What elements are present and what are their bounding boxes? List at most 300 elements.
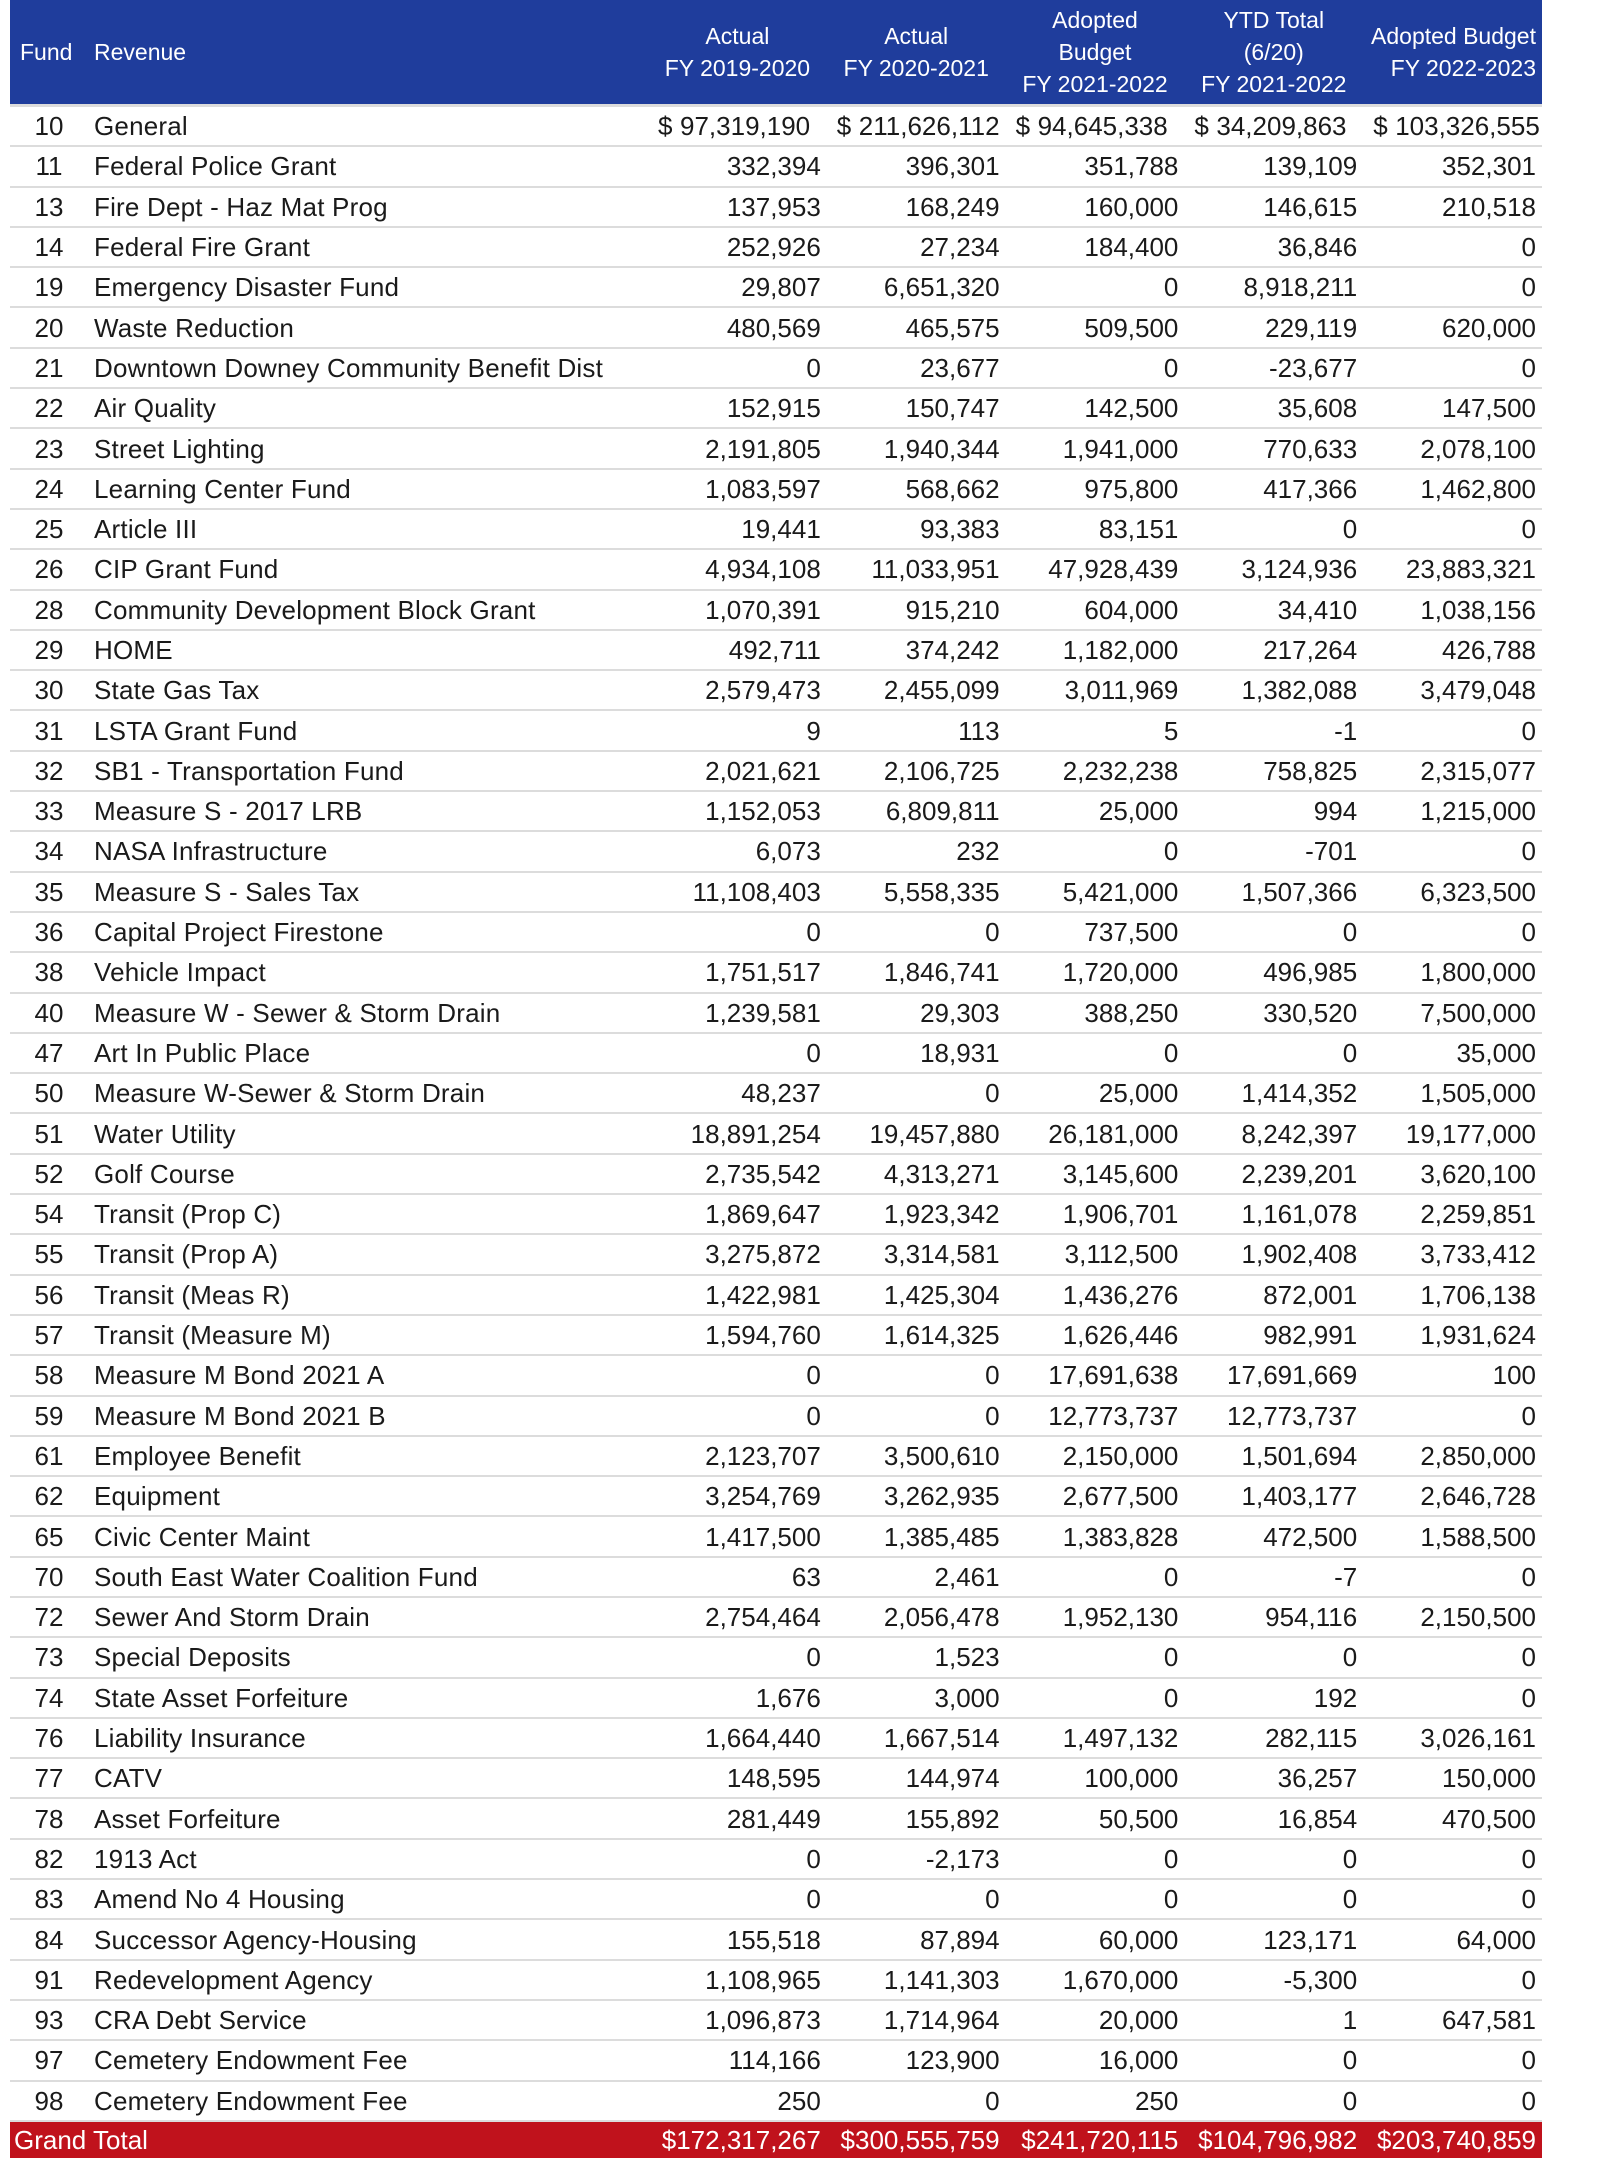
value-cell: 1,941,000 (1006, 428, 1185, 468)
value-cell: 2,677,500 (1006, 1476, 1185, 1516)
revenue-name: CIP Grant Fund (88, 549, 648, 589)
value-cell: 0 (1006, 267, 1185, 307)
value-cell: 426,788 (1363, 630, 1542, 670)
table-row (10, 187, 1542, 227)
value-cell (1006, 106, 1185, 147)
header-line: YTD Total (1223, 7, 1325, 33)
value-cell: 1,667,514 (827, 1718, 1006, 1758)
grand-total-label: Grand Total (10, 2121, 648, 2158)
value-cell: 0 (1363, 267, 1542, 307)
value-cell: -1 (1184, 710, 1363, 750)
value-cell: 64,000 (1363, 1919, 1542, 1959)
value-cell: 36,846 (1184, 227, 1363, 267)
value-cell: 6,809,811 (827, 791, 1006, 831)
fund-number: 22 (10, 388, 88, 428)
fund-number: 47 (10, 1033, 88, 1073)
value-cell: 26,181,000 (1006, 1113, 1185, 1153)
value-cell: 2,735,542 (648, 1154, 827, 1194)
revenue-name: Redevelopment Agency (88, 1960, 648, 2000)
table-row (10, 630, 1542, 670)
revenue-name: Downtown Downey Community Benefit Dist (88, 348, 648, 388)
value-cell: 184,400 (1006, 227, 1185, 267)
value-cell: 12,773,737 (1006, 1396, 1185, 1436)
value-cell: 5,421,000 (1006, 872, 1185, 912)
value-cell: 168,249 (827, 187, 1006, 227)
value-cell: 1,906,701 (1006, 1194, 1185, 1234)
value-cell: 1,594,760 (648, 1315, 827, 1355)
revenue-name: NASA Infrastructure (88, 831, 648, 871)
table-header (10, 0, 1542, 106)
table-row (10, 267, 1542, 307)
table-row (10, 1557, 1542, 1597)
revenue-name: Liability Insurance (88, 1718, 648, 1758)
value-cell: 1,141,303 (827, 1960, 1006, 2000)
table-row (10, 1315, 1542, 1355)
value-cell: 1,664,440 (648, 1718, 827, 1758)
value-cell: 155,518 (648, 1919, 827, 1959)
currency-symbol: $ (836, 111, 852, 142)
value-cell: 12,773,737 (1184, 1396, 1363, 1436)
revenue-name: Asset Forfeiture (88, 1798, 648, 1838)
fund-number: 93 (10, 2000, 88, 2040)
value-cell: 0 (827, 1355, 1006, 1395)
value-cell: 4,313,271 (827, 1154, 1006, 1194)
value-cell: 152,915 (648, 388, 827, 428)
value-cell: 1,952,130 (1006, 1597, 1185, 1637)
value-cell (648, 106, 827, 147)
value-cell: 1,382,088 (1184, 670, 1363, 710)
table-row (10, 1113, 1542, 1153)
value-cell: 100 (1363, 1355, 1542, 1395)
value-cell: 63 (648, 1557, 827, 1597)
revenue-name: Sewer And Storm Drain (88, 1597, 648, 1637)
value-cell: 0 (648, 912, 827, 952)
value-cell: -7 (1184, 1557, 1363, 1597)
value-cell: 3,620,100 (1363, 1154, 1542, 1194)
table-row (10, 1718, 1542, 1758)
revenue-name: Art In Public Place (88, 1033, 648, 1073)
value-cell: 2,455,099 (827, 670, 1006, 710)
table-row (10, 1919, 1542, 1959)
revenue-name: Article III (88, 509, 648, 549)
value-cell: 388,250 (1006, 993, 1185, 1033)
value-cell: 5,558,335 (827, 872, 1006, 912)
revenue-name: Measure S - 2017 LRB (88, 791, 648, 831)
value-cell: 2,239,201 (1184, 1154, 1363, 1194)
value-cell: 994 (1184, 791, 1363, 831)
header-fund: Fund (10, 0, 88, 106)
value-cell: 1,385,485 (827, 1516, 1006, 1556)
revenue-name: Cemetery Endowment Fee (88, 2040, 648, 2080)
revenue-name: Civic Center Maint (88, 1516, 648, 1556)
grand-total-value: $241,720,115 (1006, 2121, 1185, 2158)
value-cell: 1,523 (827, 1637, 1006, 1677)
value-cell: 2,754,464 (648, 1597, 827, 1637)
value-cell: 1,670,000 (1006, 1960, 1185, 2000)
table-row (10, 670, 1542, 710)
fund-number: 91 (10, 1960, 88, 2000)
header-line: FY 2019-2020 (664, 55, 811, 81)
value-cell: 29,807 (648, 267, 827, 307)
table-row (10, 1396, 1542, 1436)
fund-number: 77 (10, 1758, 88, 1798)
value-cell: 647,581 (1363, 2000, 1542, 2040)
table-row (10, 751, 1542, 791)
value-cell: 1,403,177 (1184, 1476, 1363, 1516)
value-cell: -2,173 (827, 1839, 1006, 1879)
value-cell: 150,747 (827, 388, 1006, 428)
fund-number: 35 (10, 872, 88, 912)
value-cell: 87,894 (827, 1919, 1006, 1959)
value-cell (1363, 106, 1542, 147)
table-row (10, 1960, 1542, 2000)
grand-total-value: $203,740,859 (1363, 2121, 1542, 2158)
value-cell: 229,119 (1184, 307, 1363, 347)
fund-number: 59 (10, 1396, 88, 1436)
fund-number: 11 (10, 146, 88, 186)
value-cell: 330,520 (1184, 993, 1363, 1033)
value-cell: 36,257 (1184, 1758, 1363, 1798)
value-cell: -701 (1184, 831, 1363, 871)
value-cell: -5,300 (1184, 1960, 1363, 2000)
value-cell: 496,985 (1184, 952, 1363, 992)
value-cell: 147,500 (1363, 388, 1542, 428)
value-cell: 114,166 (648, 2040, 827, 2080)
value-cell: -23,677 (1184, 348, 1363, 388)
value-cell: 29,303 (827, 993, 1006, 1033)
fund-number: 25 (10, 509, 88, 549)
value-cell: 0 (1006, 1678, 1185, 1718)
revenue-name: Measure M Bond 2021 B (88, 1396, 648, 1436)
table-row (10, 1436, 1542, 1476)
value-cell: 0 (648, 1033, 827, 1073)
value-cell: 3,500,610 (827, 1436, 1006, 1476)
revenue-name: Transit (Prop C) (88, 1194, 648, 1234)
currency-symbol: $ (1373, 111, 1388, 142)
value-cell: 0 (648, 348, 827, 388)
grand-total-row (10, 2121, 1542, 2158)
table-row (10, 227, 1542, 267)
header-adopted-budget-fy2021-2022 (1006, 0, 1185, 106)
value-cell: 2,232,238 (1006, 751, 1185, 791)
value-cell: 27,234 (827, 227, 1006, 267)
value-cell: 954,116 (1184, 1597, 1363, 1637)
value-cell: 210,518 (1363, 187, 1542, 227)
table-row (10, 872, 1542, 912)
fund-number: 29 (10, 630, 88, 670)
value-cell: 332,394 (648, 146, 827, 186)
header-revenue: Revenue (88, 0, 648, 106)
revenue-name: Federal Police Grant (88, 146, 648, 186)
revenue-name: CRA Debt Service (88, 2000, 648, 2040)
value-cell: 250 (648, 2081, 827, 2121)
value-cell: 975,800 (1006, 469, 1185, 509)
currency-symbol: $ (1194, 111, 1209, 142)
table-row (10, 912, 1542, 952)
table-row (10, 388, 1542, 428)
value-cell: 2,191,805 (648, 428, 827, 468)
value-cell: 3,000 (827, 1678, 1006, 1718)
header-adopted-budget-fy2022-2023 (1363, 0, 1542, 106)
fund-number: 50 (10, 1073, 88, 1113)
value-cell: 0 (1363, 1557, 1542, 1597)
table-row (10, 831, 1542, 871)
revenue-name: South East Water Coalition Fund (88, 1557, 648, 1597)
value-cell: 0 (827, 1879, 1006, 1919)
value-cell: 155,892 (827, 1798, 1006, 1838)
fund-number: 58 (10, 1355, 88, 1395)
table-row (10, 1154, 1542, 1194)
value-cell: 1,108,965 (648, 1960, 827, 2000)
fund-number: 82 (10, 1839, 88, 1879)
value-cell: 2,850,000 (1363, 1436, 1542, 1476)
value-cell: 47,928,439 (1006, 549, 1185, 589)
value-cell: 1,425,304 (827, 1275, 1006, 1315)
cell-value: 34,209,863 (1216, 111, 1347, 142)
value-cell: 281,449 (648, 1798, 827, 1838)
table-row (10, 1839, 1542, 1879)
value-cell: 1,902,408 (1184, 1234, 1363, 1274)
fund-number: 83 (10, 1879, 88, 1919)
value-cell: 0 (1184, 1879, 1363, 1919)
value-cell: 1,161,078 (1184, 1194, 1363, 1234)
value-cell: 0 (648, 1637, 827, 1677)
value-cell: 0 (827, 1396, 1006, 1436)
value-cell: 0 (1363, 1960, 1542, 2000)
revenue-name: LSTA Grant Fund (88, 710, 648, 750)
fund-number: 13 (10, 187, 88, 227)
fund-number: 52 (10, 1154, 88, 1194)
revenue-name: Air Quality (88, 388, 648, 428)
table-row (10, 2040, 1542, 2080)
value-cell: 19,441 (648, 509, 827, 549)
table-row (10, 469, 1542, 509)
value-cell: 3,314,581 (827, 1234, 1006, 1274)
value-cell: 1,931,624 (1363, 1315, 1542, 1355)
fund-number: 78 (10, 1798, 88, 1838)
cell-value: 94,645,338 (1037, 111, 1168, 142)
value-cell: 137,953 (648, 187, 827, 227)
value-cell: 192 (1184, 1678, 1363, 1718)
value-cell: 1,706,138 (1363, 1275, 1542, 1315)
table-row (10, 307, 1542, 347)
currency-symbol: $ (1015, 111, 1031, 142)
value-cell: 23,677 (827, 348, 1006, 388)
value-cell: 1,676 (648, 1678, 827, 1718)
revenue-name: Capital Project Firestone (88, 912, 648, 952)
revenue-name: Federal Fire Grant (88, 227, 648, 267)
fund-number: 51 (10, 1113, 88, 1153)
value-cell: 0 (1363, 1879, 1542, 1919)
table-row (10, 1516, 1542, 1556)
value-cell: 1,714,964 (827, 2000, 1006, 2040)
table-row (10, 428, 1542, 468)
value-cell: 16,854 (1184, 1798, 1363, 1838)
table-row (10, 1234, 1542, 1274)
revenue-name: Water Utility (88, 1113, 648, 1153)
fund-number: 70 (10, 1557, 88, 1597)
value-cell: 982,991 (1184, 1315, 1363, 1355)
revenue-name: Cemetery Endowment Fee (88, 2081, 648, 2121)
value-cell: 0 (1363, 2081, 1542, 2121)
header-actual-fy2020-2021 (827, 0, 1006, 106)
table-row (10, 1476, 1542, 1516)
value-cell: 93,383 (827, 509, 1006, 549)
value-cell: 60,000 (1006, 1919, 1185, 1959)
value-cell: 8,918,211 (1184, 267, 1363, 307)
value-cell: 2,259,851 (1363, 1194, 1542, 1234)
table-row (10, 710, 1542, 750)
value-cell: 232 (827, 831, 1006, 871)
table-row (10, 1194, 1542, 1234)
header-line: Actual (705, 23, 770, 49)
cell-value: 103,326,555 (1395, 111, 1540, 142)
header-line: FY 2021-2022 (1022, 71, 1168, 97)
value-cell: 150,000 (1363, 1758, 1542, 1798)
revenue-name: Learning Center Fund (88, 469, 648, 509)
value-cell: 0 (827, 2081, 1006, 2121)
value-cell: 250 (1006, 2081, 1185, 2121)
value-cell: 0 (1006, 831, 1185, 871)
fund-number: 61 (10, 1436, 88, 1476)
value-cell: 0 (1184, 1033, 1363, 1073)
value-cell: 35,000 (1363, 1033, 1542, 1073)
value-cell: 351,788 (1006, 146, 1185, 186)
value-cell: 160,000 (1006, 187, 1185, 227)
value-cell: 0 (1006, 1839, 1185, 1879)
value-cell: 25,000 (1006, 791, 1185, 831)
fund-number: 23 (10, 428, 88, 468)
value-cell: 915,210 (827, 590, 1006, 630)
header-actual-fy2019-2020 (648, 0, 827, 106)
revenue-name: 1913 Act (88, 1839, 648, 1879)
value-cell: 2,461 (827, 1557, 1006, 1597)
value-cell: 2,106,725 (827, 751, 1006, 791)
revenue-name: Transit (Prop A) (88, 1234, 648, 1274)
value-cell: 2,646,728 (1363, 1476, 1542, 1516)
fund-number: 24 (10, 469, 88, 509)
value-cell: 1,383,828 (1006, 1516, 1185, 1556)
header-ytd-total-fy2021-2022 (1184, 0, 1363, 106)
revenue-name: Transit (Measure M) (88, 1315, 648, 1355)
value-cell: 465,575 (827, 307, 1006, 347)
value-cell: 1,869,647 (648, 1194, 827, 1234)
value-cell: 3,262,935 (827, 1476, 1006, 1516)
grand-total-value: $104,796,982 (1184, 2121, 1363, 2158)
value-cell: 3,254,769 (648, 1476, 827, 1516)
fund-number: 34 (10, 831, 88, 871)
value-cell: 3,733,412 (1363, 1234, 1542, 1274)
value-cell: 50,500 (1006, 1798, 1185, 1838)
value-cell: 604,000 (1006, 590, 1185, 630)
value-cell: 568,662 (827, 469, 1006, 509)
value-cell: 35,608 (1184, 388, 1363, 428)
value-cell: 0 (1363, 1637, 1542, 1677)
revenue-name: Golf Course (88, 1154, 648, 1194)
value-cell: 0 (1363, 1396, 1542, 1436)
revenue-name: Special Deposits (88, 1637, 648, 1677)
revenue-name: Waste Reduction (88, 307, 648, 347)
table-body (10, 106, 1542, 2121)
value-cell: 18,891,254 (648, 1113, 827, 1153)
fund-number: 31 (10, 710, 88, 750)
revenue-name: Amend No 4 Housing (88, 1879, 648, 1919)
fund-number: 98 (10, 2081, 88, 2121)
value-cell: 0 (1363, 710, 1542, 750)
value-cell: 20,000 (1006, 2000, 1185, 2040)
fund-number: 10 (10, 106, 88, 147)
fund-number: 72 (10, 1597, 88, 1637)
header-line: Actual (884, 23, 949, 49)
table-row (10, 1597, 1542, 1637)
fund-number: 57 (10, 1315, 88, 1355)
revenue-name: Fire Dept - Haz Mat Prog (88, 187, 648, 227)
value-cell: 0 (1363, 912, 1542, 952)
fund-number: 19 (10, 267, 88, 307)
table-row (10, 1879, 1542, 1919)
value-cell: 0 (1184, 2081, 1363, 2121)
table-row (10, 1275, 1542, 1315)
header-line: Adopted Budget (1371, 23, 1536, 49)
value-cell: 0 (1184, 1839, 1363, 1879)
revenue-name: General (88, 106, 648, 147)
value-cell: 3,026,161 (1363, 1718, 1542, 1758)
value-cell: 0 (648, 1355, 827, 1395)
value-cell: 480,569 (648, 307, 827, 347)
value-cell: 18,931 (827, 1033, 1006, 1073)
value-cell: 1,507,366 (1184, 872, 1363, 912)
value-cell: 0 (1363, 831, 1542, 871)
value-cell: 620,000 (1363, 307, 1542, 347)
fund-number: 21 (10, 348, 88, 388)
fund-number: 76 (10, 1718, 88, 1758)
fund-number: 14 (10, 227, 88, 267)
table-row (10, 2081, 1542, 2121)
cell-value: 97,319,190 (680, 111, 811, 142)
value-cell: 0 (648, 1396, 827, 1436)
value-cell: 0 (827, 1073, 1006, 1113)
revenue-name: Community Development Block Grant (88, 590, 648, 630)
table-row (10, 1758, 1542, 1798)
table-row (10, 590, 1542, 630)
value-cell: 148,595 (648, 1758, 827, 1798)
header-line: (6/20) (1243, 39, 1304, 65)
table-row (10, 2000, 1542, 2040)
value-cell: 1,152,053 (648, 791, 827, 831)
value-cell: 0 (1363, 348, 1542, 388)
value-cell: 509,500 (1006, 307, 1185, 347)
value-cell: 11,033,951 (827, 549, 1006, 589)
value-cell: 758,825 (1184, 751, 1363, 791)
value-cell: 8,242,397 (1184, 1113, 1363, 1153)
value-cell: 0 (1363, 1678, 1542, 1718)
fund-number: 33 (10, 791, 88, 831)
value-cell: 144,974 (827, 1758, 1006, 1798)
value-cell: 2,123,707 (648, 1436, 827, 1476)
value-cell: 1,436,276 (1006, 1275, 1185, 1315)
table-row (10, 1637, 1542, 1677)
fund-number: 32 (10, 751, 88, 791)
value-cell: 1,497,132 (1006, 1718, 1185, 1758)
value-cell: 1,720,000 (1006, 952, 1185, 992)
revenue-name: Measure S - Sales Tax (88, 872, 648, 912)
value-cell: 770,633 (1184, 428, 1363, 468)
value-cell: 1,800,000 (1363, 952, 1542, 992)
value-cell: 123,171 (1184, 1919, 1363, 1959)
fund-number: 30 (10, 670, 88, 710)
value-cell: 1,505,000 (1363, 1073, 1542, 1113)
revenue-name: SB1 - Transportation Fund (88, 751, 648, 791)
